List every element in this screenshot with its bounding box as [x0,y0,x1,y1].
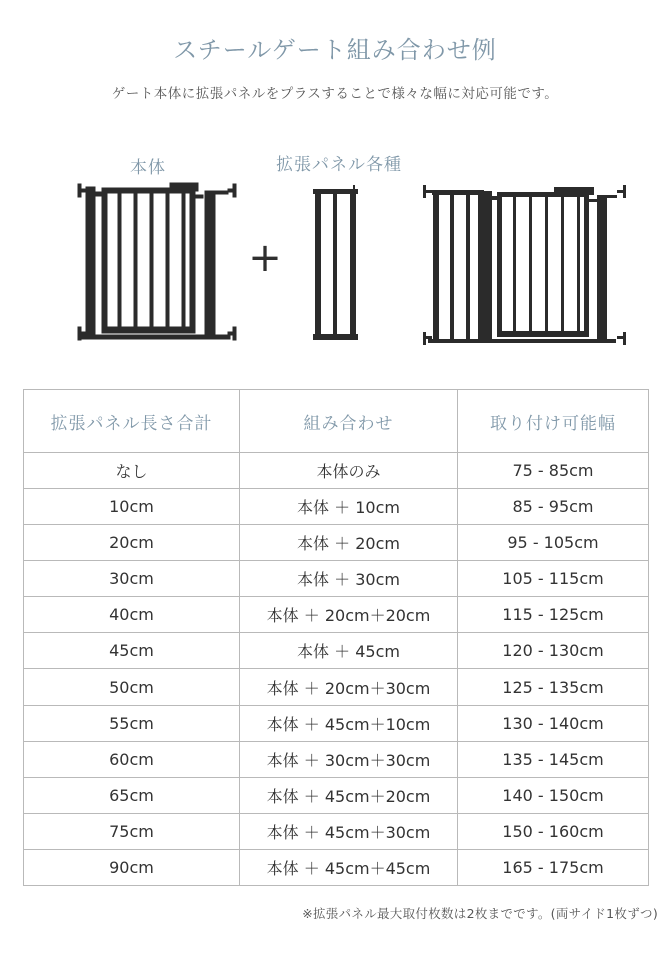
cell-fit-width: 165 - 175cm [458,849,649,885]
cell-fit-width: 135 - 145cm [458,741,649,777]
gate-body-illustration [78,183,236,340]
cell-combination: 本体 ＋ 30cm＋30cm [240,741,458,777]
cell-total-length: 40cm [24,597,240,633]
cell-total-length: 45cm [24,633,240,669]
cell-total-length: 20cm [24,525,240,561]
table-row [24,669,649,705]
header-fit-width: 取り付け可能幅 [458,390,649,453]
table-row [24,489,649,525]
header-total-length: 拡張パネル長さ合計 [24,390,240,453]
cell-total-length: 75cm [24,813,240,849]
cell-total-length: なし [24,453,240,489]
gate-body-label: 本体 [130,158,166,178]
cell-combination: 本体 ＋ 45cm＋45cm [240,849,458,885]
cell-fit-width: 140 - 150cm [458,777,649,813]
gate-illustrations [0,0,670,360]
extension-panel-illustration [313,185,358,340]
cell-total-length: 90cm [24,849,240,885]
table-row [24,705,649,741]
cell-combination: 本体 ＋ 20cm [240,525,458,561]
table-row [24,633,649,669]
cell-combination: 本体のみ [240,453,458,489]
cell-combination: 本体 ＋ 45cm [240,633,458,669]
cell-combination: 本体 ＋ 20cm＋20cm [240,597,458,633]
cell-fit-width: 120 - 130cm [458,633,649,669]
table-row [24,849,649,885]
table-row [24,813,649,849]
table-row [24,777,649,813]
table-header-row [24,390,649,453]
cell-fit-width: 105 - 115cm [458,561,649,597]
cell-combination: 本体 ＋ 20cm＋30cm [240,669,458,705]
cell-fit-width: 95 - 105cm [458,525,649,561]
header-combination: 組み合わせ [240,390,458,453]
cell-fit-width: 75 - 85cm [458,453,649,489]
cell-total-length: 60cm [24,741,240,777]
cell-total-length: 55cm [24,705,240,741]
cell-combination: 本体 ＋ 45cm＋30cm [240,813,458,849]
cell-combination: 本体 ＋ 30cm [240,561,458,597]
cell-total-length: 10cm [24,489,240,525]
table-row [24,525,649,561]
table-row [24,741,649,777]
cell-fit-width: 125 - 135cm [458,669,649,705]
page-subtitle: ゲート本体に拡張パネルをプラスすることで様々な幅に対応可能です。 [111,86,559,102]
page-title: スチールゲート組み合わせ例 [173,36,497,64]
table-row [24,453,649,489]
cell-total-length: 65cm [24,777,240,813]
plus-sign: + [248,235,282,281]
table-row [24,597,649,633]
combined-gate-illustration [423,185,626,345]
footnote: ※拡張パネル最大取付枚数は2枚までです。(両サイド1枚ずつ) [302,906,658,921]
cell-fit-width: 115 - 125cm [458,597,649,633]
combination-table [23,389,649,886]
cell-fit-width: 130 - 140cm [458,705,649,741]
cell-combination: 本体 ＋ 45cm＋10cm [240,705,458,741]
cell-fit-width: 150 - 160cm [458,813,649,849]
cell-combination: 本体 ＋ 10cm [240,489,458,525]
table-row [24,561,649,597]
cell-total-length: 30cm [24,561,240,597]
cell-combination: 本体 ＋ 45cm＋20cm [240,777,458,813]
cell-total-length: 50cm [24,669,240,705]
extension-panel-label: 拡張パネル各種 [276,155,402,175]
cell-fit-width: 85 - 95cm [458,489,649,525]
